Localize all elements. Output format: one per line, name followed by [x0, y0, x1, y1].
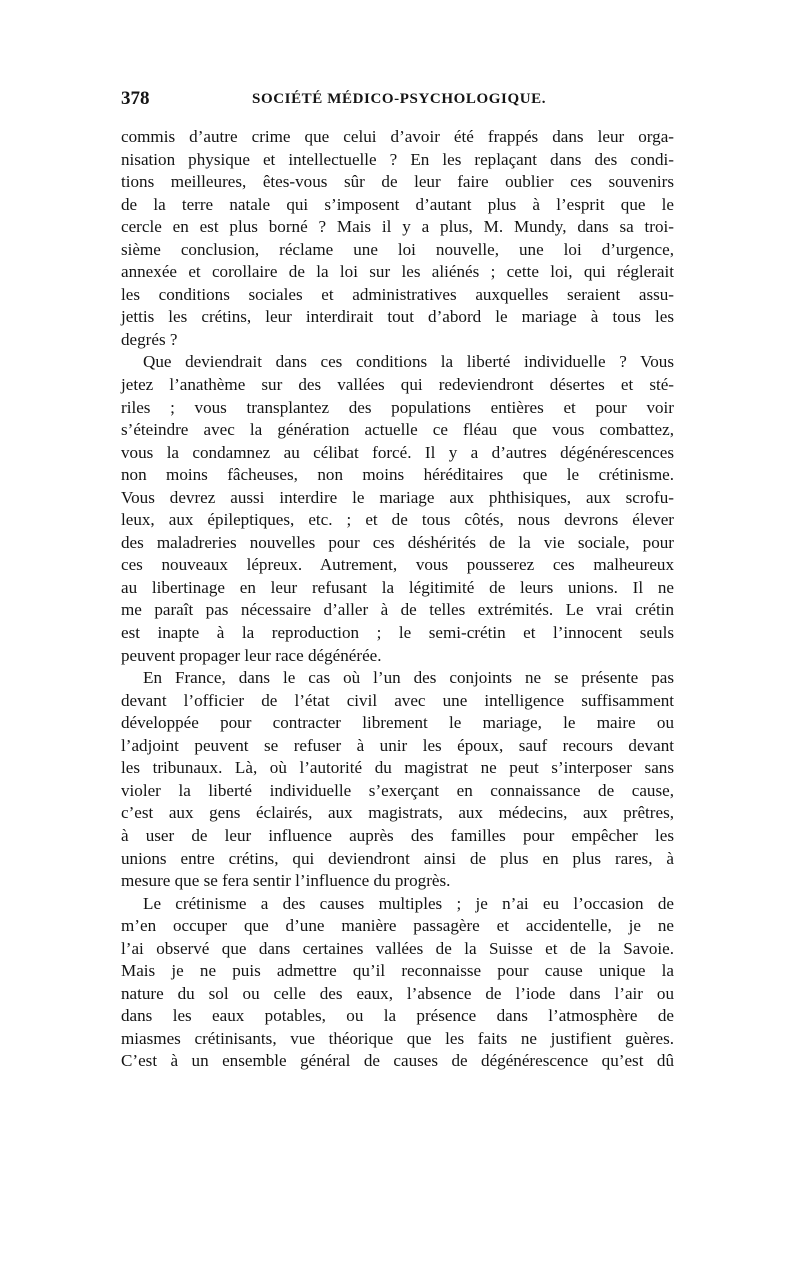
text-line: nisation physique et intellectuelle ? En les replaçant dans des condi-: [121, 149, 674, 169]
text-line: s’éteindre avec la génération actuelle ce fléau que vous combattez,: [121, 420, 674, 440]
text-line: Le crétinisme a des causes multiples ; je n’ai eu l’occasion de: [143, 893, 674, 913]
text-line: jetez l’anathème sur des vallées qui redeviendront désertes et sté-: [121, 375, 674, 395]
text-line: les conditions sociales et administratives auxquelles seraient assu-: [121, 284, 674, 304]
text-line: C’est à un ensemble général de causes de dégénérescence qu’est dû: [121, 1051, 674, 1071]
text-line: peuvent propager leur race dégénérée.: [121, 645, 382, 665]
text-line: violer la liberté individuelle s’exerçant en connaissance de cause,: [121, 780, 674, 800]
text-line: jettis les crétins, leur interdirait tout d’abord le mariage à tous les: [121, 307, 674, 327]
text-line: l’adjoint peuvent se refuser à unir les époux, sauf recours devant: [121, 735, 674, 755]
text-line: de la terre natale qui s’imposent d’autant plus à l’esprit que le: [121, 194, 674, 214]
text-line: m’en occuper que d’une manière passagère et accidentelle, je ne: [121, 916, 674, 936]
text-line: ces nouveaux lépreux. Autrement, vous pousserez ces malheureux: [121, 555, 674, 575]
running-head-title: SOCIÉTÉ MÉDICO-PSYCHOLOGIQUE.: [252, 91, 547, 107]
text-line: Mais je ne puis admettre qu’il reconnaisse pour cause unique la: [121, 961, 674, 981]
text-line: miasmes crétinisants, vue théorique que les faits ne justifient guères.: [121, 1028, 674, 1048]
text-line: à user de leur influence auprès des familles pour empêcher les: [121, 825, 674, 845]
text-line: commis d’autre crime que celui d’avoir été frappés dans leur orga-: [121, 127, 674, 146]
text-line: mesure que se fera sentir l’influence du progrès.: [121, 871, 451, 891]
text-line: des maladreries nouvelles pour ces déshérités de la vie sociale, pour: [121, 532, 674, 552]
text-line: Que deviendrait dans ces conditions la liberté individuelle ? Vous: [143, 352, 674, 372]
text-line: tions meilleures, êtes-vous sûr de leur faire oublier ces souvenirs: [121, 172, 674, 192]
text-line: c’est aux gens éclairés, aux magistrats, aux médecins, aux prêtres,: [121, 803, 674, 823]
text-line: nature du sol ou celle des eaux, l’absence de l’iode dans l’air ou: [121, 983, 674, 1003]
book-page: [121, 88, 674, 1073]
text-line: unions entre crétins, qui deviendront ainsi de plus en plus rares, à: [121, 848, 674, 868]
text-line: degrés ?: [121, 329, 178, 349]
text-line: est inapte à la reproduction ; le semi-crétin et l’innocent seuls: [121, 623, 674, 643]
text-line: En France, dans le cas où l’un des conjoints ne se présente pas: [143, 668, 674, 688]
running-head: [121, 88, 674, 118]
body-text: [121, 126, 674, 1073]
text-line: sième conclusion, réclame une loi nouvelle, une loi d’urgence,: [121, 239, 674, 259]
text-line: leux, aux épileptiques, etc. ; et de tous côtés, nous devrons élever: [121, 510, 674, 530]
text-line: Vous devrez aussi interdire le mariage aux phthisiques, aux scrofu-: [121, 487, 674, 507]
text-line: l’ai observé que dans certaines vallées de la Suisse et de la Savoie.: [121, 938, 674, 958]
text-line: me paraît pas nécessaire d’aller à de telles extrémités. Le vrai crétin: [121, 600, 674, 620]
text-line: devant l’officier de l’état civil avec une intelligence suffisamment: [121, 690, 674, 710]
text-line: développée pour contracter librement le mariage, le maire ou: [121, 713, 674, 733]
text-line: riles ; vous transplantez des populations entières et pour voir: [121, 397, 674, 417]
text-line: au libertinage en leur refusant la légitimité de leurs unions. Il ne: [121, 577, 674, 597]
text-line: vous la condamnez au célibat forcé. Il y a d’autres dégénérescences: [121, 442, 674, 462]
text-line: cercle en est plus borné ? Mais il y a plus, M. Mundy, dans sa troi-: [121, 217, 674, 237]
text-line: annexée et corollaire de la loi sur les aliénés ; cette loi, qui réglerait: [121, 262, 674, 282]
text-line: dans les eaux potables, ou la présence dans l’atmosphère de: [121, 1006, 674, 1026]
text-line: non moins fâcheuses, non moins héréditaires que le crétinisme.: [121, 465, 674, 485]
page-number: 378: [121, 88, 150, 109]
text-line: les tribunaux. Là, où l’autorité du magistrat ne peut s’interposer sans: [121, 758, 674, 778]
